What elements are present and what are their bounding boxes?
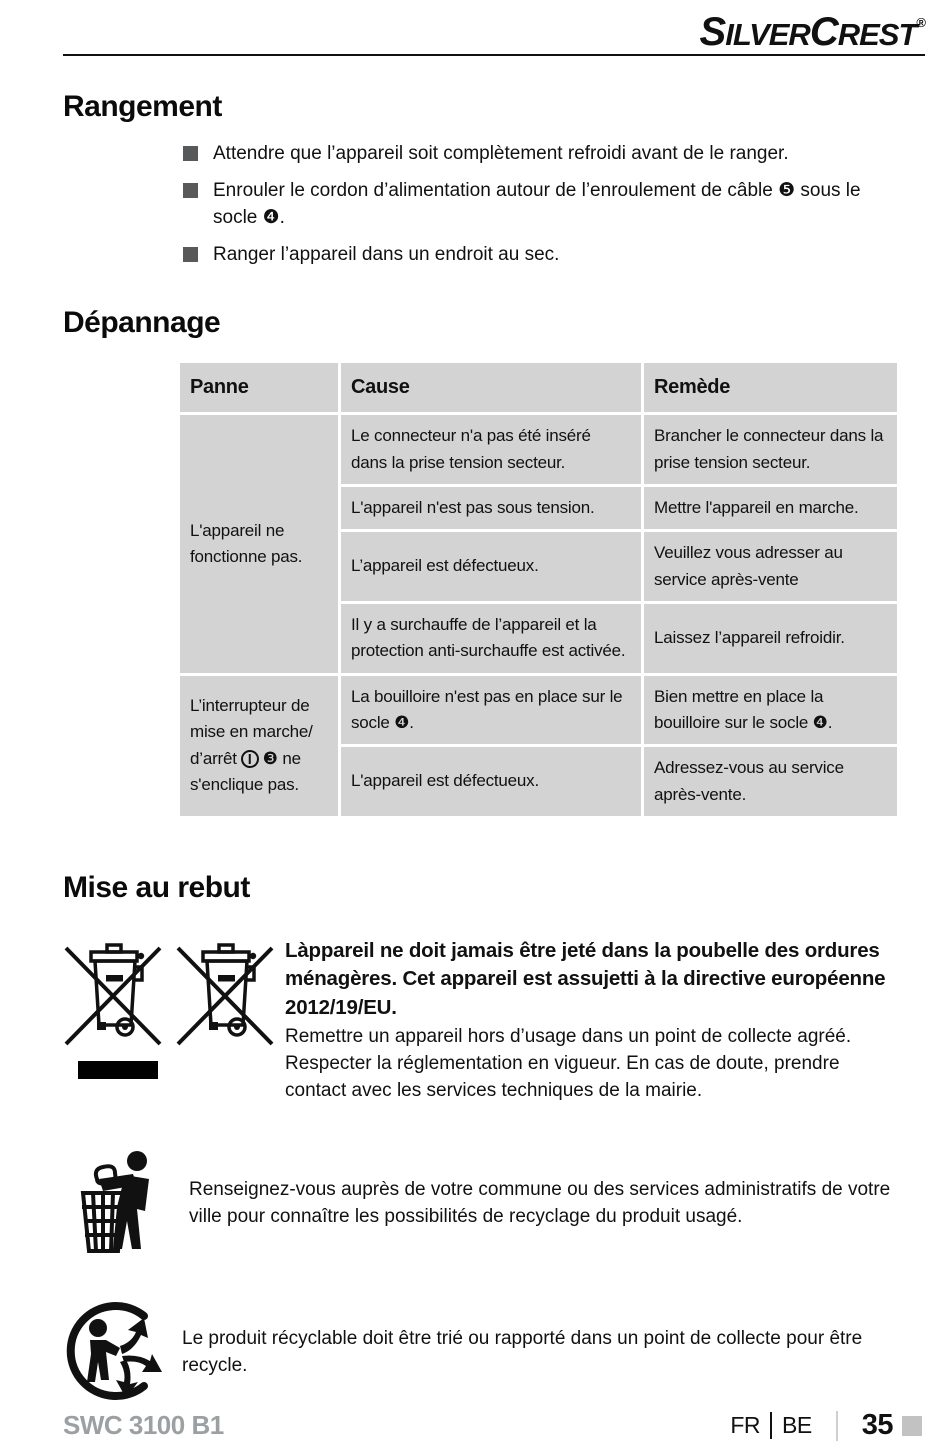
disposal-paragraph: Renseignez-vous auprès de votre commune ou des services administratifs de votre ville pour connaître les possibilités de recyclage du produit usagé. (189, 1178, 891, 1228)
panne-cell: L'appareil ne fonctionne pas. (180, 415, 338, 672)
cause-cell: L’appareil est défectueux. (341, 532, 641, 601)
weee-date-bar (78, 1061, 158, 1079)
table-header-row (180, 363, 897, 412)
rangement-bullet-list (183, 140, 890, 268)
power-switch-icon (241, 750, 259, 768)
silvercrest-logo (699, 10, 926, 54)
remede-cell: Bien mettre en place la bouilloire sur le socle ❹. (644, 676, 897, 745)
table-row (180, 415, 897, 484)
square-bullet-icon (183, 183, 198, 198)
list-item (183, 177, 890, 232)
page-footer (63, 1409, 922, 1442)
panne-text: L’interrupteur de mise en marche/ d’arrêt (190, 696, 313, 768)
weee-icons-column (63, 935, 285, 1105)
page-number-square-icon (902, 1416, 922, 1436)
triman-recycling-icon (62, 1298, 166, 1407)
square-bullet-icon (183, 247, 198, 262)
logo-text: S (699, 10, 726, 54)
crossed-out-bin-icon (63, 935, 163, 1047)
remede-cell: Mettre l'appareil en marche. (644, 487, 897, 529)
section-title-depannage: Dépannage (63, 306, 221, 340)
cause-cell: Il y a surchauffe de l’appareil et la protection anti-surchauffe est activée. (341, 604, 641, 673)
cause-cell: Le connecteur n'a pas été inséré dans la prise tension secteur. (341, 415, 641, 484)
tidy-man-icon (75, 1149, 167, 1258)
remede-cell: Veuillez vous adresser au service après-vente (644, 532, 897, 601)
square-bullet-icon (183, 146, 198, 161)
logo-text: REST (837, 17, 917, 52)
footer-separator (770, 1412, 772, 1439)
weee-bins (63, 935, 285, 1047)
column-header-cause: Cause (341, 363, 641, 412)
logo-text: C (809, 10, 838, 54)
table-row (180, 676, 897, 745)
model-number: SWC 3100 B1 (63, 1410, 224, 1440)
crossed-out-bin-icon (175, 935, 275, 1047)
section-title-mise-au-rebut: Mise au rebut (63, 870, 250, 904)
troubleshooting-table (177, 360, 900, 819)
remede-cell: Brancher le connecteur dans la prise tension secteur. (644, 415, 897, 484)
list-item (183, 241, 890, 269)
list-item (183, 140, 890, 168)
disposal-block-weee (63, 935, 892, 1105)
panne-text: ❸ ne s'enclique pas. (190, 748, 301, 795)
registered-mark: ® (916, 15, 926, 30)
cause-cell: La bouilloire n'est pas en place sur le socle ❹. (341, 676, 641, 745)
footer-divider (836, 1411, 838, 1441)
weee-text-column (285, 935, 892, 1105)
section-title-rangement: Rangement (63, 90, 222, 123)
remede-cell: Laissez l’appareil refroidir. (644, 604, 897, 673)
bullet-text: Enrouler le cordon d’alimentation autour de l’enroulement de câble ❺ sous le socle ❹. (213, 179, 861, 229)
bullet-text: Attendre que l’appareil soit complètement refroidi avant de le ranger. (213, 143, 789, 164)
cause-cell: L'appareil n'est pas sous tension. (341, 487, 641, 529)
disposal-block-triman (62, 1298, 892, 1407)
disposal-paragraph: Le produit récyclable doit être trié ou rapporté dans un point de collecte pour être recycle. (182, 1327, 863, 1377)
column-header-remede: Remède (644, 363, 897, 412)
disposal-block-tidyman (75, 1149, 892, 1258)
footer-right (730, 1409, 922, 1442)
language-code-be: BE (782, 1412, 812, 1438)
logo-text: ILVER (725, 17, 810, 52)
remede-cell: Adressez-vous au service après-vente. (644, 747, 897, 816)
disposal-bold-paragraph: Làppareil ne doit jamais être jeté dans la poubelle des ordures ménagères. Cet appareil est assujetti à la directive européenne 2012/19/EU. (285, 938, 886, 1019)
header (0, 0, 950, 52)
language-code-fr: FR (730, 1412, 761, 1438)
column-header-panne: Panne (180, 363, 338, 412)
cause-cell: L'appareil est défectueux. (341, 747, 641, 816)
page-number: 35 (861, 1409, 893, 1441)
panne-cell (180, 676, 338, 816)
bullet-text: Ranger l’appareil dans un endroit au sec. (213, 243, 560, 265)
disposal-paragraph: Remettre un appareil hors d’usage dans un point de collecte agréé. Respecter la réglementation en vigueur. En cas de doute, prendre contact avec les services techniques de la mairie. (285, 1025, 852, 1101)
